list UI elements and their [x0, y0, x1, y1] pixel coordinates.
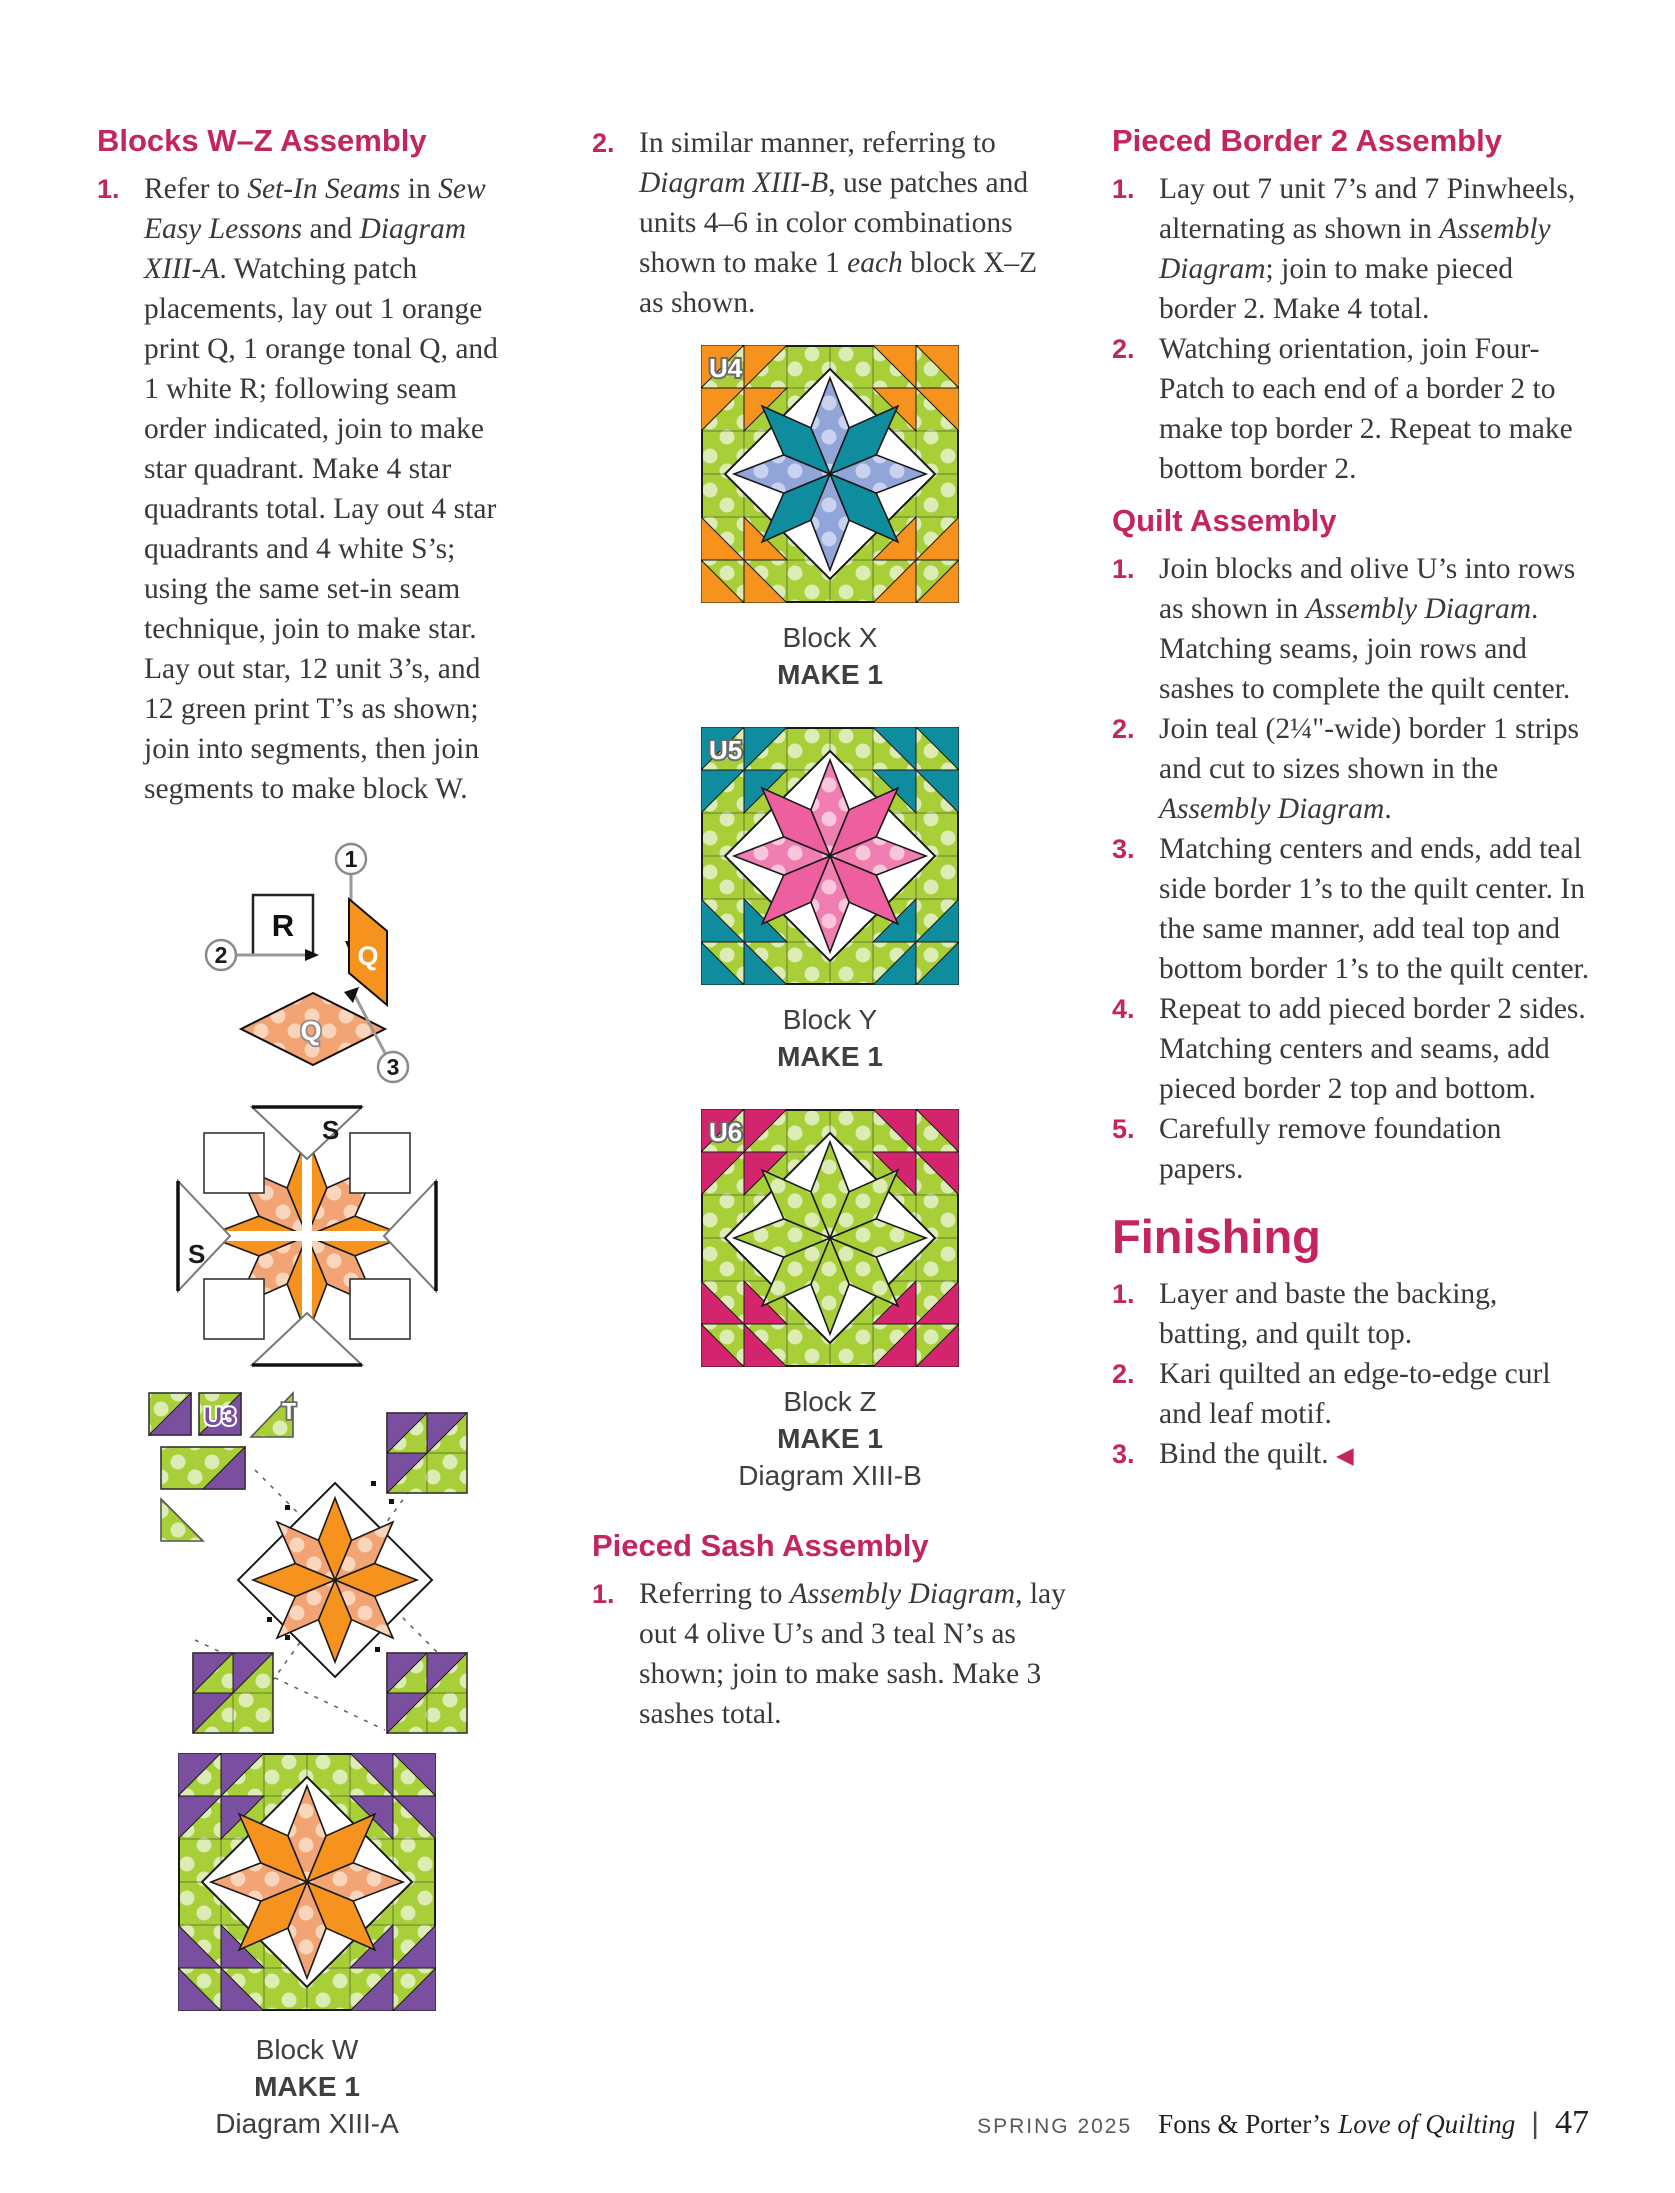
blocks-xz-step	[592, 123, 1068, 323]
footer-season: SPRING 2025	[977, 2115, 1133, 2138]
footer-divider: |	[1531, 2107, 1539, 2140]
step-number: 5.	[1112, 1114, 1135, 1144]
step-text: Refer to Set-In Seams in Sew Easy Lessons and Diagram XIII-A. Watching patch placements, lay out 1 orange print Q, 1 orange tonal Q, and 1 white R; following seam order indicated, join to make star quadrant. Make 4 star quadrants total. Lay out 4 star quadrants and 4 white S’s; using the same set-in seam technique, join to make star. Lay out star, 12 unit 3’s, and 12 green print T’s as shown; join into segments, then join segments to make block W.	[144, 173, 498, 805]
svg-text:R: R	[271, 908, 295, 943]
quilt-assembly-heading: Quilt Assembly	[1112, 503, 1337, 538]
svg-text:Q: Q	[357, 941, 379, 971]
block-diagram-ref: Diagram XIII-B	[738, 1460, 922, 1491]
block-caption	[592, 1383, 1068, 1494]
middle-column	[592, 123, 1068, 1734]
block-caption	[592, 619, 1068, 693]
block-w-exploded-diagram	[97, 1385, 517, 1737]
step-number: 1.	[592, 1579, 615, 1609]
quilt-assembly-steps	[1112, 549, 1592, 1189]
block-w-diagram	[97, 1753, 517, 2011]
step	[1112, 989, 1592, 1109]
page-footer	[977, 2104, 1589, 2142]
step-number: 1.	[97, 174, 120, 204]
finishing-steps	[1112, 1274, 1592, 1476]
svg-text:S: S	[188, 1239, 206, 1269]
seam-order-diagram	[97, 837, 517, 1085]
svg-text:U5: U5	[709, 735, 743, 765]
step-number: 1.	[1112, 554, 1135, 584]
finishing-heading: Finishing	[1112, 1210, 1321, 1263]
svg-text:U6: U6	[709, 1117, 743, 1147]
step	[592, 123, 1068, 323]
svg-text:T: T	[282, 1398, 297, 1424]
step-number: 1.	[1112, 174, 1135, 204]
pieced-border-heading: Pieced Border 2 Assembly	[1112, 123, 1502, 158]
left-column	[97, 123, 517, 2142]
step	[1112, 829, 1592, 989]
step-text: In similar manner, referring to Diagram XIII-B, use patches and units 4–6 in color combinations shown to make 1 each block X–Z as shown.	[639, 127, 1038, 319]
pieced-border-steps	[1112, 169, 1592, 489]
step-number: 3.	[1112, 1439, 1135, 1469]
block-y-diagram	[592, 727, 1068, 985]
quilt-block-graphic	[701, 345, 959, 603]
footer-magazine-title: Love of Quilting	[1338, 2109, 1516, 2139]
block-name: Block Z	[783, 1386, 877, 1417]
step-number: 2.	[592, 128, 615, 158]
svg-text:2: 2	[214, 942, 228, 968]
article-end-icon: ◀	[1336, 1443, 1354, 1468]
block-make-count: MAKE 1	[777, 1041, 883, 1072]
magazine-page	[0, 18, 1675, 2193]
step-text: Lay out 7 unit 7’s and 7 Pinwheels, alternating as shown in Assembly Diagram; join to make pieced border 2. Make 4 total.	[1159, 173, 1576, 325]
svg-text:S: S	[322, 1115, 340, 1145]
block-name: Block X	[782, 622, 878, 653]
step	[1112, 1434, 1592, 1476]
step-text: Matching centers and ends, add teal side border 1’s to the quilt center. In the same manner, add teal top and bottom border 1’s to the quilt center.	[1159, 833, 1590, 985]
step-text: Join teal (2¼"-wide) border 1 strips and cut to sizes shown in the Assembly Diagram.	[1159, 713, 1580, 825]
step	[97, 169, 517, 809]
step-number: 2.	[1112, 1359, 1135, 1389]
step-number: 1.	[1112, 1279, 1135, 1309]
block-make-count: MAKE 1	[777, 1423, 883, 1454]
step	[1112, 1274, 1592, 1354]
blocks-wz-heading: Blocks W–Z Assembly	[97, 123, 427, 158]
block-x-diagram	[592, 345, 1068, 603]
blocks-xyz	[592, 345, 1068, 1494]
block-z-diagram	[592, 1109, 1068, 1367]
svg-text:U3: U3	[204, 1403, 236, 1431]
step-text: Layer and baste the backing, batting, and quilt top.	[1159, 1278, 1498, 1350]
step-text: Bind the quilt. ◀	[1159, 1438, 1354, 1470]
step	[1112, 329, 1592, 489]
step	[1112, 169, 1592, 329]
block-caption	[592, 1001, 1068, 1075]
svg-text:3: 3	[386, 1054, 400, 1080]
step-text: Join blocks and olive U’s into rows as shown in Assembly Diagram. Matching seams, join rows and sashes to complete the quilt center.	[1159, 553, 1576, 705]
blocks-wz-steps	[97, 169, 517, 809]
star-quadrant-diagram	[97, 1101, 517, 1371]
step	[1112, 709, 1592, 829]
block-w-caption	[97, 2031, 517, 2142]
pieced-sash-heading: Pieced Sash Assembly	[592, 1528, 929, 1563]
step-text: Carefully remove foundation papers.	[1159, 1113, 1502, 1185]
step	[1112, 549, 1592, 709]
step-text: Referring to Assembly Diagram, lay out 4 olive U’s and 3 teal N’s as shown; join to make sash. Make 3 sashes total.	[639, 1578, 1066, 1730]
step-text: Watching orientation, join Four-Patch to each end of a border 2 to make top border 2. Repeat to make bottom border 2.	[1159, 333, 1573, 485]
block-name: Block Y	[782, 1004, 878, 1035]
step	[1112, 1354, 1592, 1434]
svg-text:U4: U4	[709, 353, 743, 383]
seam-order-graphic	[201, 837, 413, 1085]
block-make-count: MAKE 1	[777, 659, 883, 690]
quilt-block-graphic	[701, 1109, 959, 1367]
footer-page-number: 47	[1555, 2104, 1589, 2141]
pieced-sash-steps	[592, 1574, 1068, 1734]
block-w-diagram-ref: Diagram XIII-A	[215, 2108, 399, 2139]
svg-text:Q: Q	[300, 1016, 322, 1046]
exploded-block-graphic	[135, 1385, 479, 1737]
svg-text:1: 1	[344, 846, 358, 872]
step-number: 2.	[1112, 714, 1135, 744]
footer-brand: Fons & Porter’s	[1158, 2109, 1331, 2139]
step-text: Repeat to add pieced border 2 sides. Matching centers and seams, add pieced border 2 top and bottom.	[1159, 993, 1586, 1105]
step-number: 2.	[1112, 334, 1135, 364]
step	[1112, 1109, 1592, 1189]
step	[592, 1574, 1068, 1734]
star-quadrant-graphic	[172, 1101, 442, 1371]
quilt-block-graphic	[178, 1753, 436, 2011]
step-number: 3.	[1112, 834, 1135, 864]
block-w-name: Block W	[255, 2034, 359, 2065]
quilt-block-graphic	[701, 727, 959, 985]
step-number: 4.	[1112, 994, 1135, 1024]
step-text: Kari quilted an edge-to-edge curl and leaf motif.	[1159, 1358, 1551, 1430]
block-w-make: MAKE 1	[254, 2071, 360, 2102]
right-column	[1112, 123, 1592, 1476]
